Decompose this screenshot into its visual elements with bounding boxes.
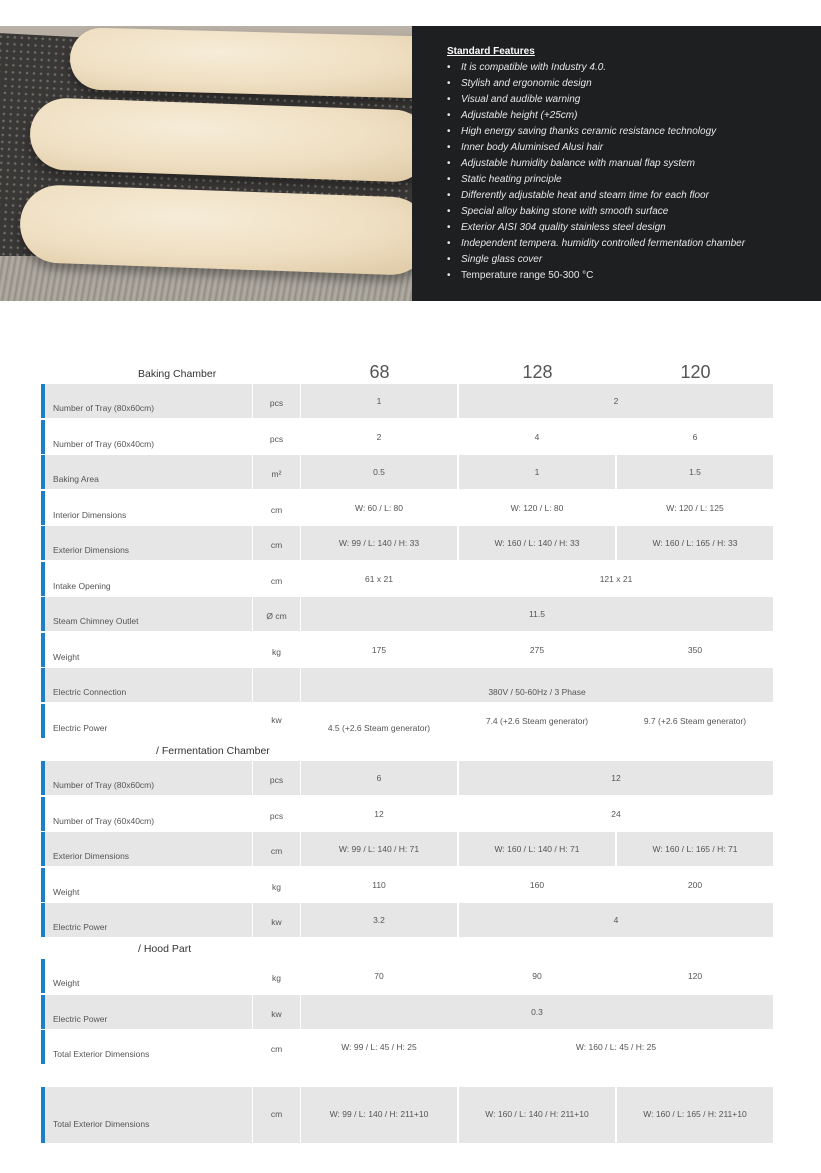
- value-all-models: 380V / 50-60Hz / 3 Phase: [301, 668, 773, 702]
- table-row: [41, 868, 773, 902]
- features-title: Standard Features: [447, 46, 535, 57]
- value-68: W: 60 / L: 80: [354, 502, 404, 513]
- table-row: [41, 1087, 773, 1143]
- bread-photo: [0, 26, 412, 301]
- value-128: 7.4 (+2.6 Steam generator): [485, 715, 589, 726]
- value-68: 6: [301, 761, 457, 795]
- row-label: Weight: [53, 886, 80, 897]
- row-label: Electric Connection: [45, 668, 252, 702]
- table-row: [41, 668, 773, 702]
- table-row: [41, 959, 773, 993]
- row-label: Electric Power: [45, 995, 252, 1029]
- value-68: 12: [374, 808, 384, 819]
- value-128: W: 160 / L: 140 / H: 211+10: [459, 1087, 615, 1143]
- table-row: [41, 704, 773, 738]
- table-row: [41, 455, 773, 489]
- value-68: 0.5: [301, 455, 457, 489]
- value-128-120: W: 160 / L: 45 / H: 25: [575, 1042, 657, 1052]
- row-label: Weight: [53, 651, 80, 662]
- value-68: W: 99 / L: 140 / H: 71: [301, 832, 457, 866]
- feature-item: • High energy saving thanks ceramic resistance technology: [447, 124, 801, 140]
- feature-item: • Independent tempera. humidity controlled fermentation chamber: [447, 236, 801, 252]
- row-unit: cm: [253, 526, 300, 560]
- table-row: [41, 832, 773, 866]
- value-68: 70: [374, 971, 384, 981]
- row-unit: [253, 668, 300, 702]
- row-unit: cm: [270, 1044, 283, 1054]
- value-all-models: 0.3: [301, 995, 773, 1029]
- feature-item: • Temperature range 50-300 °C: [447, 268, 801, 284]
- feature-item: • Visual and audible warning: [447, 92, 801, 108]
- value-120: 120: [687, 971, 703, 981]
- row-unit: cm: [253, 832, 300, 866]
- row-unit: kg: [272, 881, 281, 892]
- row-label: Electric Power: [53, 722, 108, 733]
- value-128-120: 24: [611, 808, 621, 819]
- feature-item: • It is compatible with Industry 4.0.: [447, 60, 801, 76]
- value-120: 350: [687, 644, 703, 655]
- baguette-dough: [19, 184, 412, 276]
- value-68: 4.5 (+2.6 Steam generator): [327, 722, 431, 733]
- value-68: W: 99 / L: 140 / H: 211+10: [301, 1087, 457, 1143]
- table-row: [41, 995, 773, 1029]
- table-row: [41, 797, 773, 831]
- value-128: 90: [532, 971, 542, 981]
- row-label: Weight: [53, 978, 80, 988]
- value-68: 175: [371, 644, 387, 655]
- value-68: 1: [301, 384, 457, 418]
- model-header-120: 120: [680, 362, 711, 382]
- row-label: Exterior Dimensions: [45, 526, 252, 560]
- hood-table: [41, 959, 773, 1066]
- row-label: Number of Tray (80x60cm): [45, 384, 252, 418]
- fermentation-table: [41, 761, 773, 939]
- table-row: [41, 903, 773, 937]
- total-table: [41, 1087, 773, 1145]
- row-unit: kg: [272, 646, 281, 657]
- value-120: 6: [692, 431, 698, 442]
- section-title-hood: / Hood Part: [138, 943, 192, 955]
- row-unit: kw: [253, 903, 300, 937]
- value-128: W: 120 / L: 80: [510, 502, 564, 513]
- table-row: [41, 597, 773, 631]
- feature-item: • Adjustable humidity balance with manual flap system: [447, 156, 801, 172]
- value-68: 3.2: [301, 903, 457, 937]
- value-120: 200: [687, 879, 703, 890]
- row-label: Total Exterior Dimensions: [45, 1087, 252, 1143]
- baking-table: [41, 384, 773, 739]
- feature-item: • Static heating principle: [447, 172, 801, 188]
- row-label: Intake Opening: [53, 580, 111, 591]
- row-unit: pcs: [253, 761, 300, 795]
- value-128: W: 160 / L: 140 / H: 71: [459, 832, 615, 866]
- value-120: W: 160 / L: 165 / H: 211+10: [617, 1087, 773, 1143]
- baguette-dough: [29, 97, 412, 183]
- table-row: [41, 761, 773, 795]
- value-128-120: 121 x 21: [599, 573, 633, 584]
- value-120: W: 160 / L: 165 / H: 33: [617, 526, 773, 560]
- row-label: Number of Tray (80x60cm): [45, 761, 252, 795]
- section-title-fermentation: / Fermentation Chamber: [156, 745, 270, 757]
- table-row: [41, 420, 773, 454]
- value-128: 160: [529, 879, 545, 890]
- features-list: [447, 60, 801, 284]
- value-68: 61 x 21: [365, 573, 393, 584]
- table-row: [41, 562, 773, 596]
- value-120: 1.5: [617, 455, 773, 489]
- row-unit: pcs: [253, 384, 300, 418]
- row-label: Number of Tray (60x40cm): [53, 438, 155, 449]
- table-row: [41, 491, 773, 525]
- row-label: Exterior Dimensions: [45, 832, 252, 866]
- row-unit: kw: [271, 714, 282, 725]
- row-label: Steam Chimney Outlet: [45, 597, 252, 631]
- section-title-baking: Baking Chamber: [138, 368, 217, 380]
- value-128-120: 12: [459, 761, 773, 795]
- row-label: Electric Power: [45, 903, 252, 937]
- table-row: [41, 384, 773, 418]
- row-unit: pcs: [269, 810, 284, 821]
- value-68: W: 99 / L: 45 / H: 25: [341, 1042, 417, 1052]
- feature-item: • Differently adjustable heat and steam time for each floor: [447, 188, 801, 204]
- row-unit: cm: [270, 504, 283, 515]
- model-header-68: 68: [369, 362, 390, 382]
- row-unit: Ø cm: [253, 597, 300, 631]
- row-unit: cm: [270, 575, 283, 586]
- value-68: 110: [372, 879, 386, 890]
- row-unit: pcs: [269, 433, 284, 444]
- row-unit: kg: [272, 973, 281, 983]
- value-128: 4: [534, 431, 540, 442]
- hero-section: [0, 26, 821, 301]
- value-128: W: 160 / L: 140 / H: 33: [459, 526, 615, 560]
- value-all-models: 11.5: [301, 597, 773, 631]
- feature-item: • Special alloy baking stone with smooth surface: [447, 204, 801, 220]
- value-120: W: 160 / L: 165 / H: 71: [617, 832, 773, 866]
- table-row: [41, 526, 773, 560]
- model-header-128: 128: [522, 362, 553, 382]
- feature-item: • Exterior AISI 304 quality stainless steel design: [447, 220, 801, 236]
- value-120: 9.7 (+2.6 Steam generator): [643, 715, 747, 726]
- feature-item: • Single glass cover: [447, 252, 801, 268]
- feature-item: • Inner body Aluminised Alusi hair: [447, 140, 801, 156]
- value-120: W: 120 / L: 125: [666, 502, 724, 513]
- row-unit: cm: [253, 1087, 300, 1143]
- table-row: [41, 1030, 773, 1064]
- standard-features-panel: [412, 26, 821, 301]
- value-68: 2: [376, 431, 382, 442]
- value-128: 1: [459, 455, 615, 489]
- row-label: Baking Area: [45, 455, 252, 489]
- row-unit: m²: [253, 455, 300, 489]
- value-68: W: 99 / L: 140 / H: 33: [301, 526, 457, 560]
- row-unit: kw: [253, 995, 300, 1029]
- value-128: 275: [529, 644, 545, 655]
- feature-item: • Stylish and ergonomic design: [447, 76, 801, 92]
- row-label: Number of Tray (60x40cm): [53, 815, 155, 826]
- value-128-120: 2: [459, 384, 773, 418]
- table-row: [41, 633, 773, 667]
- row-label: Total Exterior Dimensions: [53, 1049, 150, 1059]
- baguette-dough: [69, 27, 412, 99]
- value-128-120: 4: [459, 903, 773, 937]
- feature-item: • Adjustable height (+25cm): [447, 108, 801, 124]
- row-label: Interior Dimensions: [53, 509, 127, 520]
